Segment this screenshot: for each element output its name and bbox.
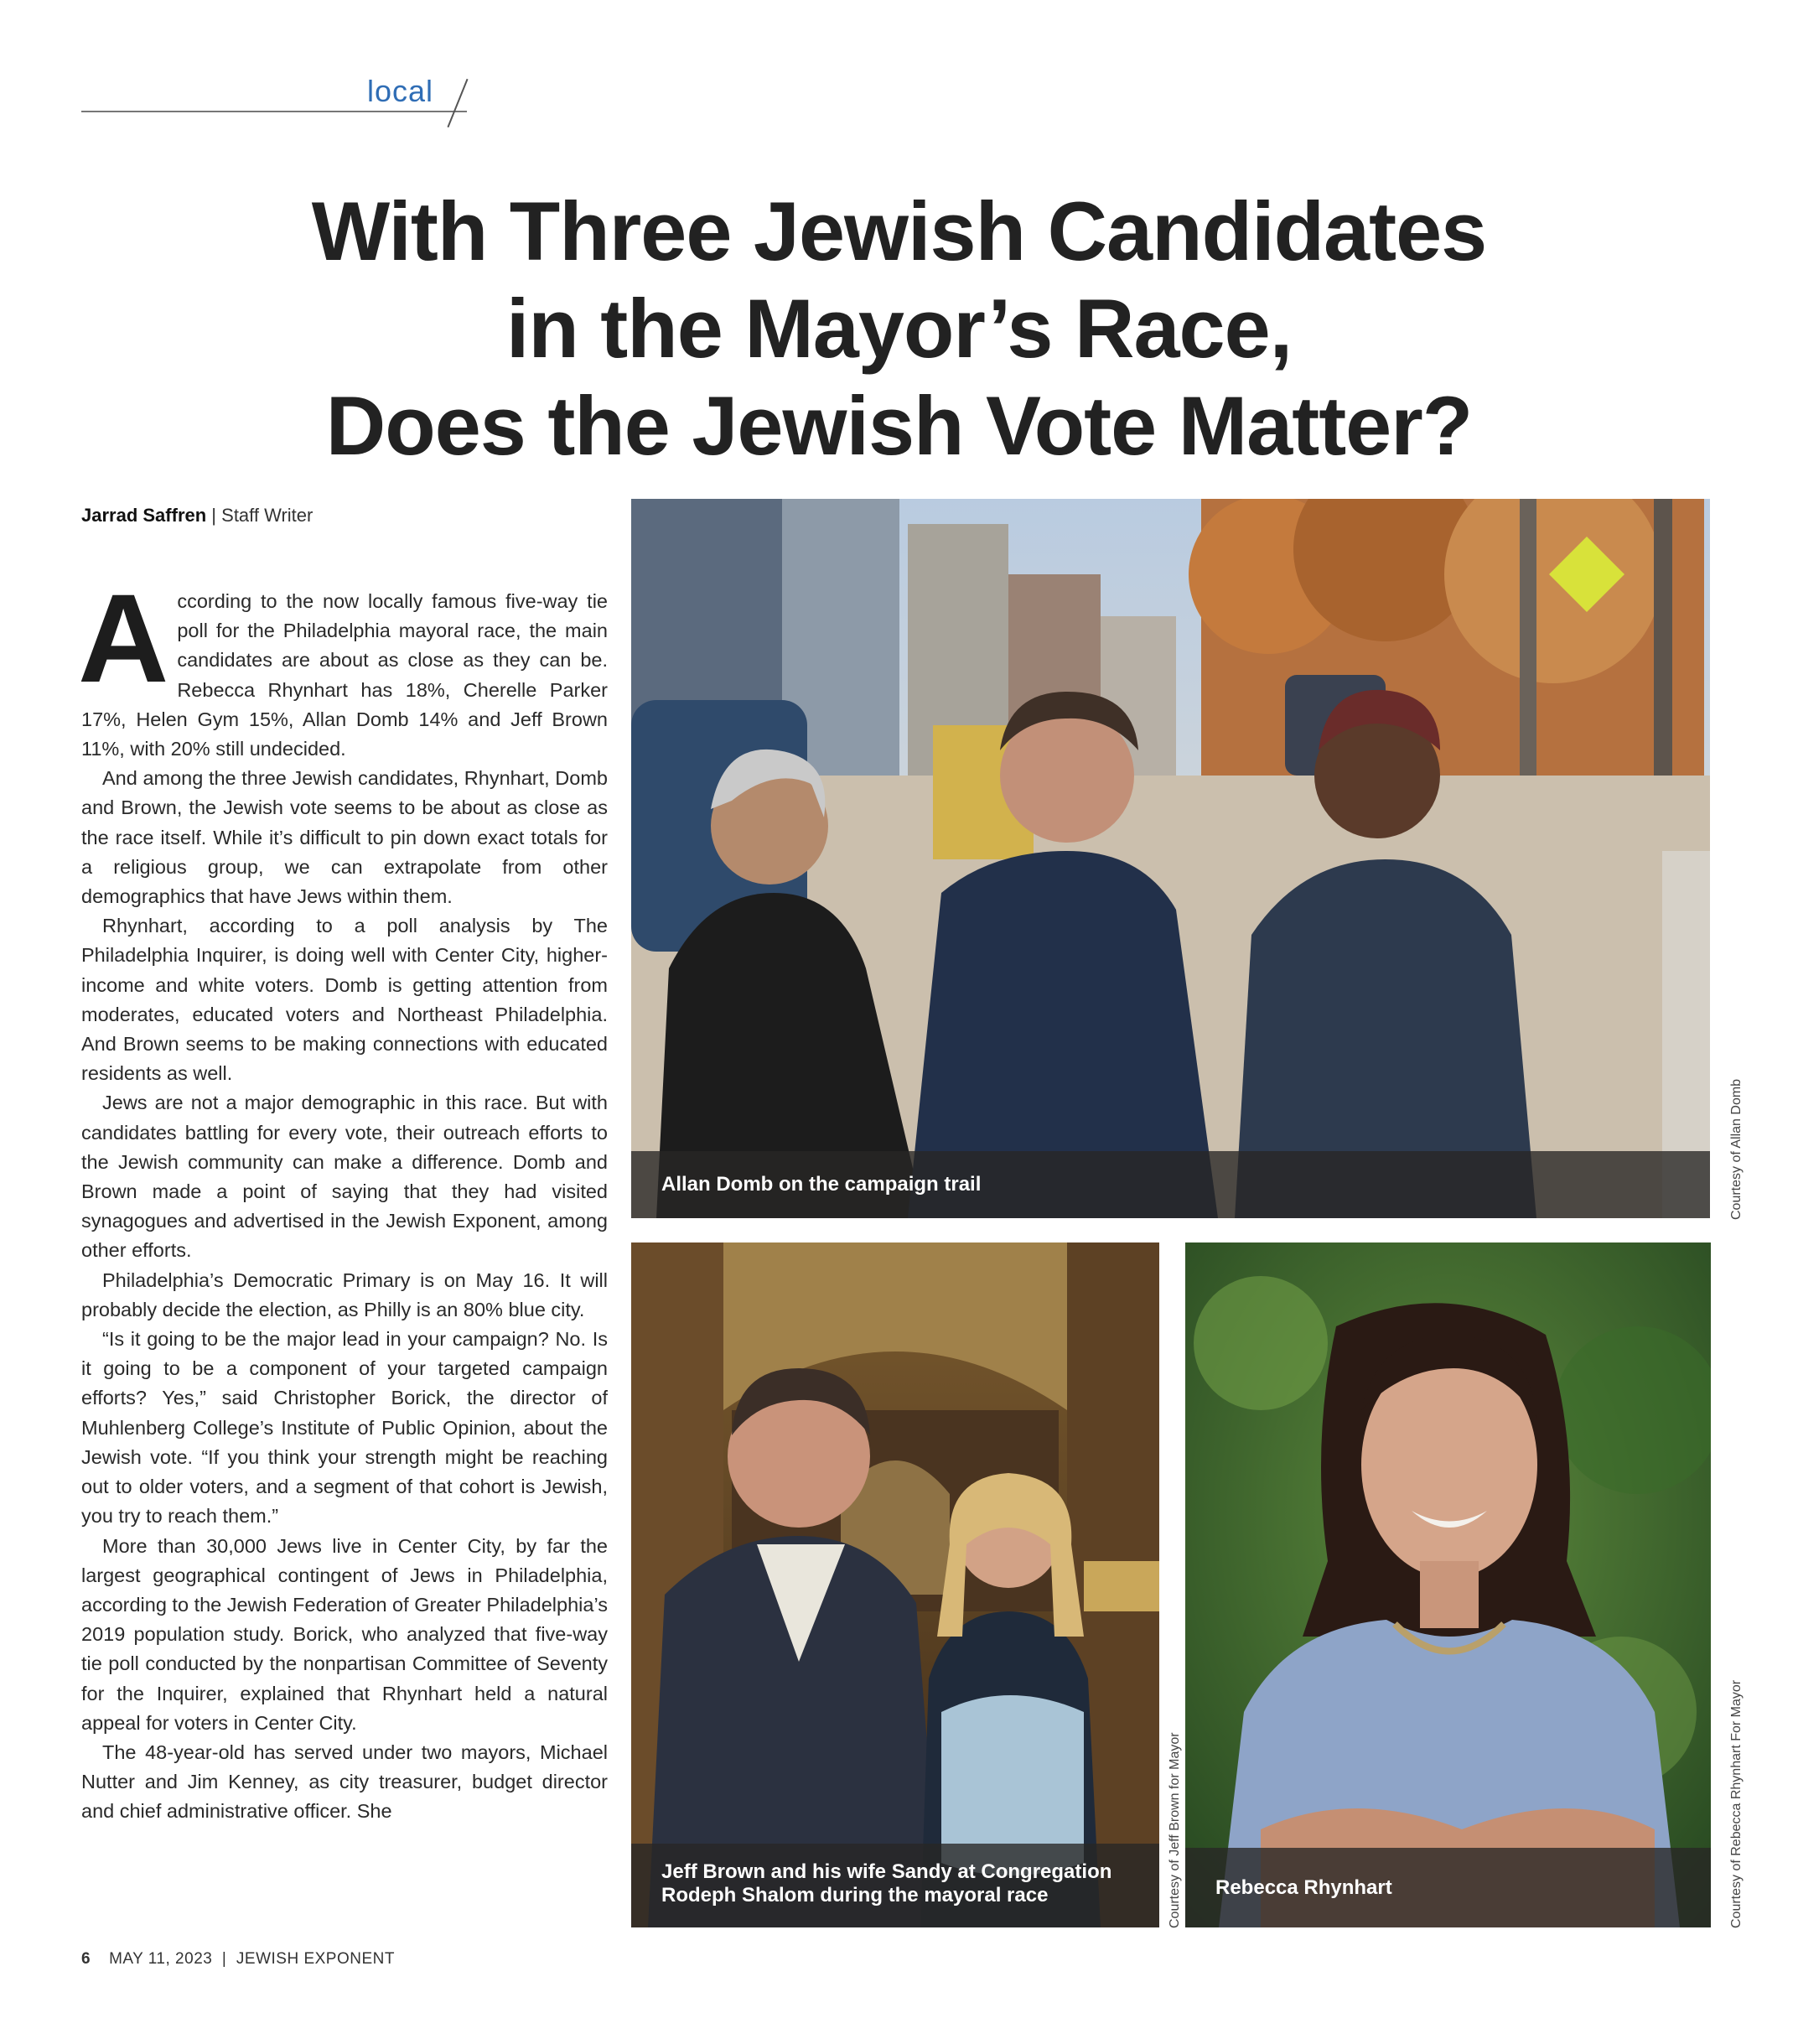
byline-author: Jarrad Saffren — [81, 505, 207, 526]
synagogue-scene-illustration — [631, 1242, 1159, 1927]
credit-domb: Courtesy of Allan Domb — [1729, 1078, 1744, 1220]
caption-brown — [631, 1844, 1159, 1927]
caption-brown-line-2: Rodeph Shalom during the mayoral race — [661, 1884, 1049, 1907]
photo-jeff-brown — [631, 1242, 1159, 1927]
headline-line-1: With Three Jewish Candidates — [311, 184, 1487, 278]
article-body — [78, 568, 608, 1912]
article-paragraph-1: According to the now locally famous five-way tie poll for the Philadelphia mayoral race, the main candidates are about as close as they can be. Rebecca Rhynhart has 18%, Cherelle Parker 17%, Helen Gym 15%, Allan Domb 14% and Jeff Brown 11%, with 20% still undecided. — [78, 568, 608, 760]
section-tag — [81, 74, 467, 112]
caption-domb — [631, 1151, 1710, 1218]
publication-name: JEWISH EXPONENT — [236, 1950, 395, 1968]
street-scene-illustration — [631, 499, 1710, 1218]
headline-line-3: Does the Jewish Vote Matter? — [325, 379, 1473, 472]
caption-rhynhart — [1185, 1848, 1711, 1927]
section-label: local — [366, 74, 433, 108]
byline-role: Staff Writer — [221, 505, 313, 526]
caption-brown-line-1: Jeff Brown and his wife Sandy at Congregation — [661, 1860, 1112, 1883]
portrait-illustration — [1185, 1242, 1711, 1927]
issue-date: MAY 11, 2023 — [109, 1950, 213, 1968]
headline — [0, 183, 1798, 475]
byline — [81, 505, 313, 527]
article-paragraph-6: “Is it going to be the major lead in your campaign? No. Is it going to be a component of your targeted campaign efforts? Yes,” said Christopher Borick, the director of Muhlenberg College’s Institute of Public Opinion, about the Jewish vote. “If you think your strength might be reaching out to older voters, and a segment of that cohort is Jewish, you try to reach them.” — [81, 1328, 608, 1528]
article-paragraph-3: Rhynhart, according to a poll analysis by The Philadelphia Inquirer, is doing well with Center City, higher-income and white voters. Domb is getting attention from moderates, educated voters and Northeast Philadelphia. And Brown seems to be making connections with educated residents as well. — [81, 915, 608, 1085]
page-footer — [81, 1950, 395, 1969]
page-number: 6 — [81, 1950, 91, 1968]
headline-line-2: in the Mayor’s Race, — [505, 282, 1293, 375]
photo-rebecca-rhynhart — [1185, 1242, 1711, 1927]
credit-brown: Courtesy of Jeff Brown for Mayor — [1168, 1732, 1182, 1928]
byline-separator: | — [206, 505, 222, 526]
article-paragraph-7: More than 30,000 Jews live in Center City, by far the largest geographical contingent of Jews in Philadelphia, according to the Jewish Federation of Greater Philadelphia’s 2019 population study. Borick, who analyzed that five-way tie poll conducted by the nonpartisan Committee of Seventy for the Inquirer, explained that Rhynhart held a natural appeal for voters in Center City. — [81, 1534, 608, 1734]
article-paragraph-8: The 48-year-old has served under two mayors, Michael Nutter and Jim Kenney, as city treasurer, budget director and chief administrative officer. She — [81, 1741, 608, 1823]
drop-cap: A — [78, 568, 169, 708]
credit-rhynhart: Courtesy of Rebecca Rhynhart For Mayor — [1729, 1679, 1744, 1928]
article-paragraph-4: Jews are not a major demographic in this race. But with candidates battling for every vote, their outreach efforts to the Jewish community can make a difference. Domb and Brown made a point of saying that they had visited synagogues and advertised in the Jewish Exponent, among other efforts. — [81, 1092, 608, 1262]
footer-separator: | — [221, 1950, 227, 1968]
caption-domb-text: Allan Domb on the campaign trail — [661, 1173, 982, 1196]
section-slash — [447, 79, 468, 127]
article-paragraph-2: And among the three Jewish candidates, Rhynhart, Domb and Brown, the Jewish vote seems to be about as close as the race itself. While it’s difficult to pin down exact totals for a religious group, we can extrapolate from other demographics that have Jews within them. — [81, 767, 608, 908]
caption-rhynhart-text: Rebecca Rhynhart — [1215, 1876, 1392, 1899]
section-rule — [81, 111, 467, 112]
article-paragraph-5: Philadelphia’s Democratic Primary is on May 16. It will probably decide the election, as Philly is an 80% blue city. — [81, 1268, 608, 1320]
photo-allan-domb — [631, 499, 1710, 1218]
